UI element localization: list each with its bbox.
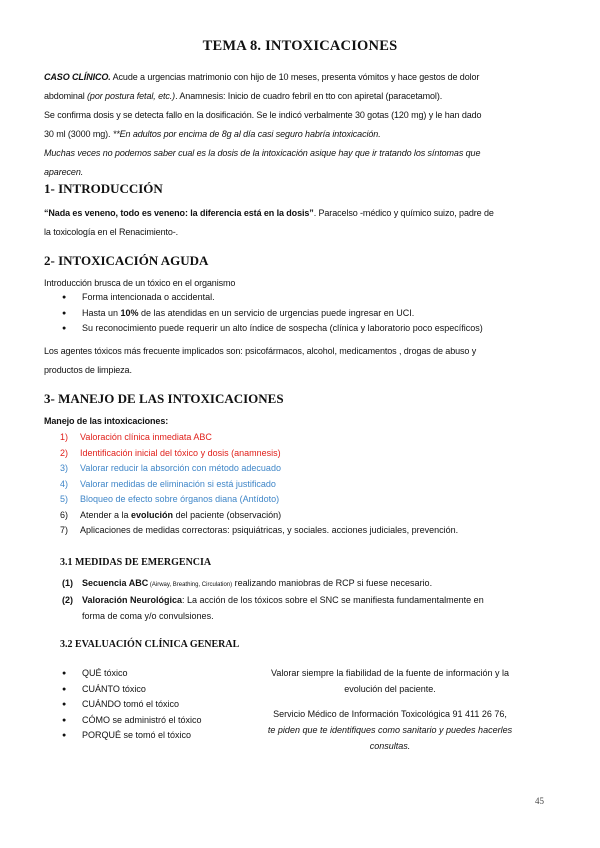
list-item-bold: 10% <box>120 307 139 318</box>
list-item: ● PORQUÉ se tomó el tóxico <box>62 728 242 744</box>
intro-paragraph <box>44 204 560 242</box>
page-number: 45 <box>535 796 544 806</box>
toxic-agents-line: productos de limpieza. <box>44 365 132 375</box>
toxic-agents-line: Los agentes tóxicos más frecuente implicados son: psicofármacos, alcohol, medicamentos , drogas de abuso y <box>44 346 477 356</box>
step-number: 3) <box>60 463 69 473</box>
section-heading-intoxicacion-aguda: 2- INTOXICACIÓN AGUDA <box>44 253 209 268</box>
list-item: ● CUÁNDO tomó el tóxico <box>62 697 242 713</box>
list-item: ● QUÉ tóxico <box>62 666 242 682</box>
list-item <box>60 430 560 446</box>
evaluation-notes <box>240 665 540 754</box>
subsection-heading-emergencia: 3.1 MEDIDAS DE EMERGENCIA <box>60 557 212 568</box>
management-subtitle <box>44 414 560 428</box>
clinical-case-line: . Anamnesis: Inicio de cuadro febril en tto con apiretal (paracetamol). <box>175 91 443 101</box>
clinical-case-italic: (por postura fetal, etc.) <box>87 91 176 101</box>
step-number: 2) <box>60 447 69 458</box>
list-item <box>62 306 562 322</box>
step-text: Identificación inicial del tóxico y dosis (anamnesis) <box>80 447 281 458</box>
note-line: Valorar siempre la fiabilidad de la fuente de información y la <box>271 668 509 678</box>
item-title: Valoración Neurológica <box>82 595 183 605</box>
list-item: ● CUÁNTO tóxico <box>62 682 242 698</box>
list-item-text: de las atendidas en un servicio de urgencias puede ingresar en UCI. <box>138 307 415 318</box>
clinical-case-line: 30 ml (3000 mg). <box>44 129 113 139</box>
clinical-case-line: abdominal <box>44 91 88 101</box>
acute-intro: Introducción brusca de un tóxico en el organismo <box>44 278 236 288</box>
page-title: TEMA 8. INTOXICACIONES <box>202 38 398 54</box>
step-text: Aplicaciones de medidas correctoras: psiquiátricas, y sociales. acciones judiciales, prevención. <box>80 525 459 535</box>
step-number: 4) <box>60 478 69 489</box>
list-item: ● Su reconocimiento puede requerir un alto índice de sospecha (clínica y laboratorio poco específicos) <box>62 321 562 337</box>
item-number: (1) <box>62 578 73 588</box>
subsection-heading-evaluacion: 3.2 EVALUACIÓN CLÍNICA GENERAL <box>60 639 240 650</box>
emergency-item-2 <box>62 592 562 624</box>
clinical-case-note: aparecen. <box>44 167 84 177</box>
step-number: 1) <box>60 432 69 442</box>
step-text: Valoración clínica inmediata ABC <box>80 432 212 442</box>
step-text: Valorar medidas de eliminación si está justificado <box>80 478 276 489</box>
step-text: Valorar reducir la absorción con método adecuado <box>80 463 281 473</box>
evaluation-question-list <box>62 666 242 744</box>
list-item: ● CÓMO se administró el tóxico <box>62 713 242 729</box>
list-item <box>60 492 560 508</box>
step-number: 7) <box>60 525 69 535</box>
step-number: 6) <box>60 509 69 520</box>
list-item: ● Forma intencionada o accidental. <box>62 290 562 306</box>
item-number: (2) <box>62 595 73 605</box>
list-item <box>60 446 560 462</box>
list-item <box>60 523 560 539</box>
emergency-item-1 <box>62 575 562 593</box>
intro-text: la toxicología en el Renacimiento-. <box>44 227 179 237</box>
note-italic: te piden que te identifiques como sanitario y puedes hacerles <box>267 725 513 735</box>
section-heading-introduccion: 1- INTRODUCCIÓN <box>44 181 163 196</box>
list-item <box>60 508 560 524</box>
item-text: forma de coma y/o convulsiones. <box>82 611 214 621</box>
step-number: 5) <box>60 494 69 504</box>
management-steps <box>60 430 560 539</box>
step-text: Bloqueo de efecto sobre órganos diana (Antídoto) <box>80 494 280 504</box>
list-item <box>60 461 560 477</box>
step-text: Atender a la <box>80 509 132 520</box>
list-item <box>60 477 560 493</box>
item-text: realizando maniobras de RCP si fuese necesario. <box>232 578 433 588</box>
step-text: del paciente (observación) <box>173 509 282 520</box>
clinical-case-line: Acude a urgencias matrimonio con hijo de 10 meses, presenta vómitos y hace gestos de dolor <box>110 72 480 82</box>
item-detail: (Airway, Breathing, Circulation) <box>148 582 233 588</box>
note-italic: consultas. <box>369 741 411 751</box>
clinical-case <box>44 68 560 182</box>
paracelso-quote: “Nada es veneno, todo es veneno: la diferencia está en la dosis” <box>44 208 314 218</box>
acute-bullet-list <box>62 290 562 337</box>
item-text: : La acción de los tóxicos sobre el SNC se manifiesta fundamentalmente en <box>182 595 484 605</box>
item-title: Secuencia ABC <box>82 578 149 588</box>
section-heading-manejo: 3- MANEJO DE LAS INTOXICACIONES <box>44 391 284 406</box>
step-text-bold: evolución <box>131 509 174 520</box>
clinical-case-line: Se confirma dosis y se detecta fallo en la dosificación. Se le indicó verbalmente 30 gotas (120 mg) y le han dado <box>44 110 482 120</box>
clinical-case-label: CASO CLÍNICO. <box>44 72 111 82</box>
intro-text: . Paracelso -médico y químico suizo, padre de <box>313 208 494 218</box>
management-subtitle-text: Manejo de las intoxicaciones: <box>44 416 169 426</box>
list-item-text: Hasta un <box>82 307 121 318</box>
note-line: evolución del paciente. <box>344 684 436 694</box>
toxic-agents-paragraph <box>44 342 560 380</box>
clinical-case-note: Muchas veces no podemos saber cual es la dosis de la intoxicación asique hay que ir tratando los síntomas que <box>44 148 481 158</box>
toxicology-service-line: Servicio Médico de Información Toxicológica 91 411 26 76, <box>273 709 507 719</box>
clinical-case-note: **En adultos por encima de 8g al día casi seguro habría intoxicación. <box>112 129 381 139</box>
